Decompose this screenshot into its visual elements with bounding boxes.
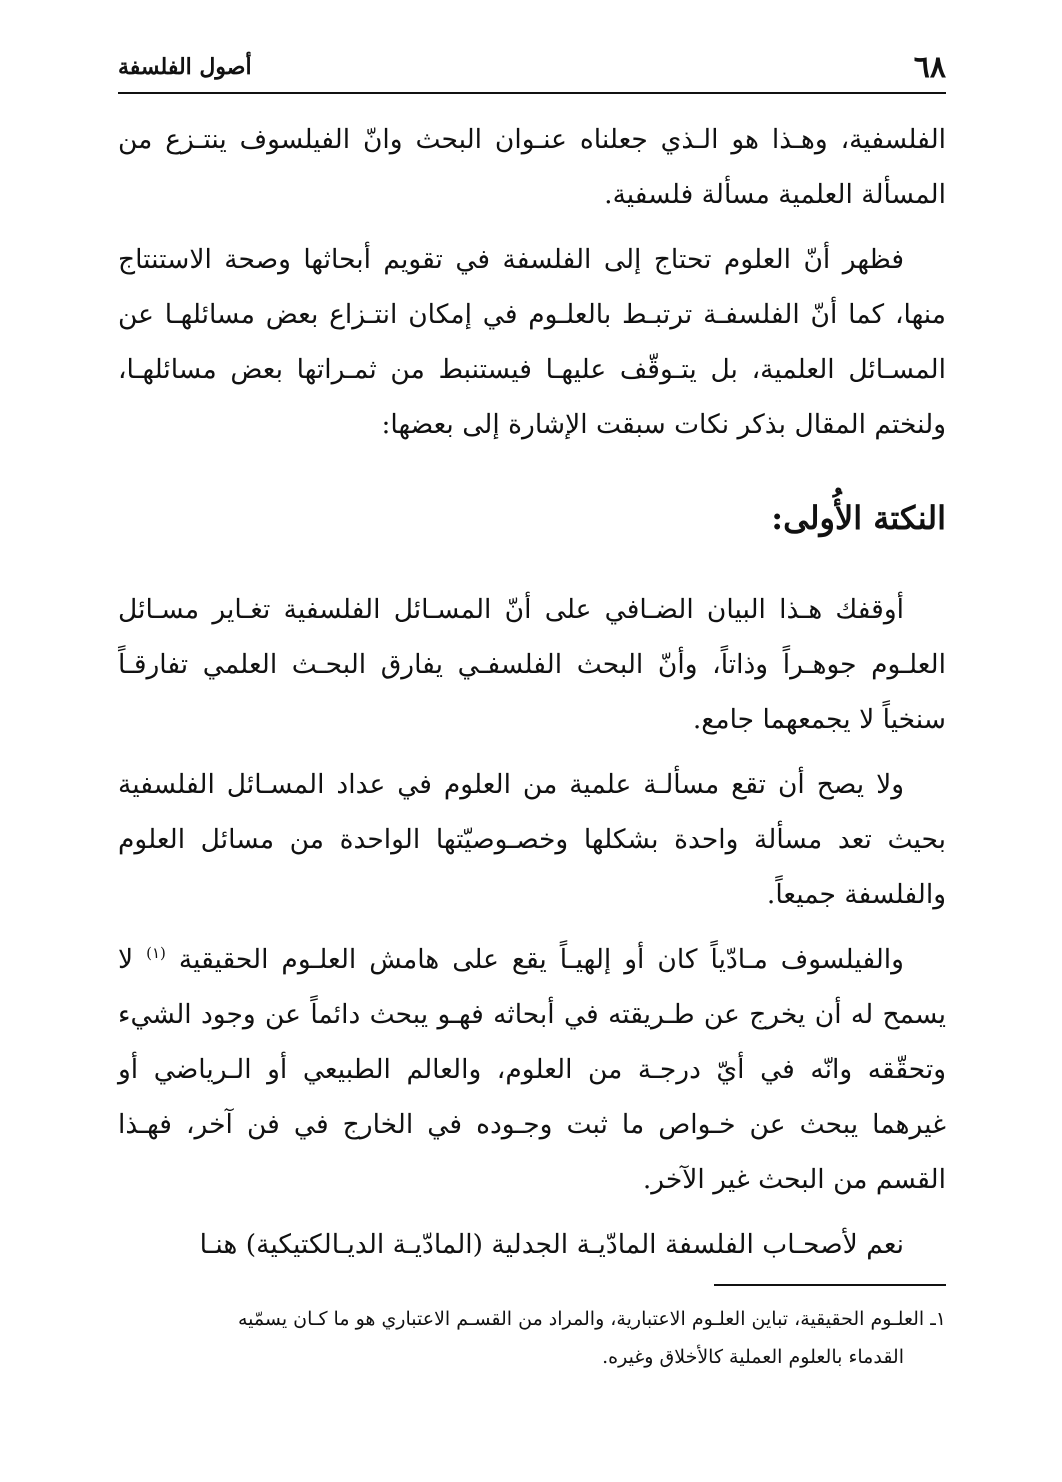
paragraph-6: نعم لأصحـاب الفلسفة المادّيـة الجدلية (المادّيـة الديـالكتيكية) هنـا [199, 1229, 904, 1260]
paragraph-5-text-start: والفيلسوف مـادّياً كان أو إلهيـاً يقع على هامش العلـوم الحقيقية [178, 944, 904, 975]
paragraph-1: الفلسفية، وهـذا هو الـذي جعلناه عنـوان البحث وانّ الفيلسوف ينتـزع من المسألة العلمية مسألة فلسفية. [118, 124, 946, 210]
footnote-line-2: القدماء بالعلوم العملية كالأخلاق وغيره. [602, 1346, 904, 1368]
paragraph-4: ولا يصح أن تقع مسألـة علمية من العلوم في عداد المسـائل الفلسفية بحيث تعد مسألة واحدة بشكلها وخصـوصيّتها الواحدة من مسائل العلوم والفلسفة جميعاً. [118, 769, 946, 910]
footnote [118, 1300, 946, 1376]
paragraph-5 [118, 932, 946, 1207]
page-number: ٦٨ [913, 50, 946, 85]
body-text [118, 112, 946, 1272]
paragraph-2: فظهر أنّ العلوم تحتاج إلى الفلسفة في تقويم أبحاثها وصحة الاستنتاج منها، كما أنّ الفلسفـة ترتبـط بالعلـوم في إمكان انتـزاع بعض مسائلهـا عن المسـائل العلمية، بل يتـوقّف عليهـا فيستنبط من ثمـراتها بعض مسائلهـا، ولنختم المقال بذكر نكات سبقت الإشارة إلى بعضها: [118, 244, 946, 440]
running-title: أصول الفلسفة [118, 54, 252, 80]
footnote-reference[interactable]: (١) [146, 944, 166, 963]
page-header [118, 46, 946, 94]
footnote-line-1: ١ـ العلـوم الحقيقية، تباين العلـوم الاعتبارية، والمراد من القسـم الاعتباري هو ما كـان يسمّيه [237, 1308, 946, 1330]
document-page [118, 46, 946, 1446]
footnote-divider [714, 1284, 946, 1286]
section-heading: النكتة الأُولى: [771, 499, 946, 537]
paragraph-3: أوقفك هـذا البيان الضـافي على أنّ المسـائل الفلسفية تغـاير مسـائل العلـوم جوهـراً وذاتاً، وأنّ البحث الفلسفـي يفارق البحـث العلمي تفارقـاً سنخياً لا يجمعهما جامع. [118, 594, 946, 735]
paragraph-5-text-end: لا يسمح له أن يخرج عن طـريقته في أبحاثه فهـو يبحث دائماً عن وجود الشيء وتحقّقه وانّه في أيّ درجـة من العلوم، والعالم الطبيعي أو الـرياضي أو غيرهما يبحث عن خـواص ما ثبت وجـوده في الخارج في فن آخر، فهـذا القسم من البحث غير الآخر. [118, 944, 946, 1195]
